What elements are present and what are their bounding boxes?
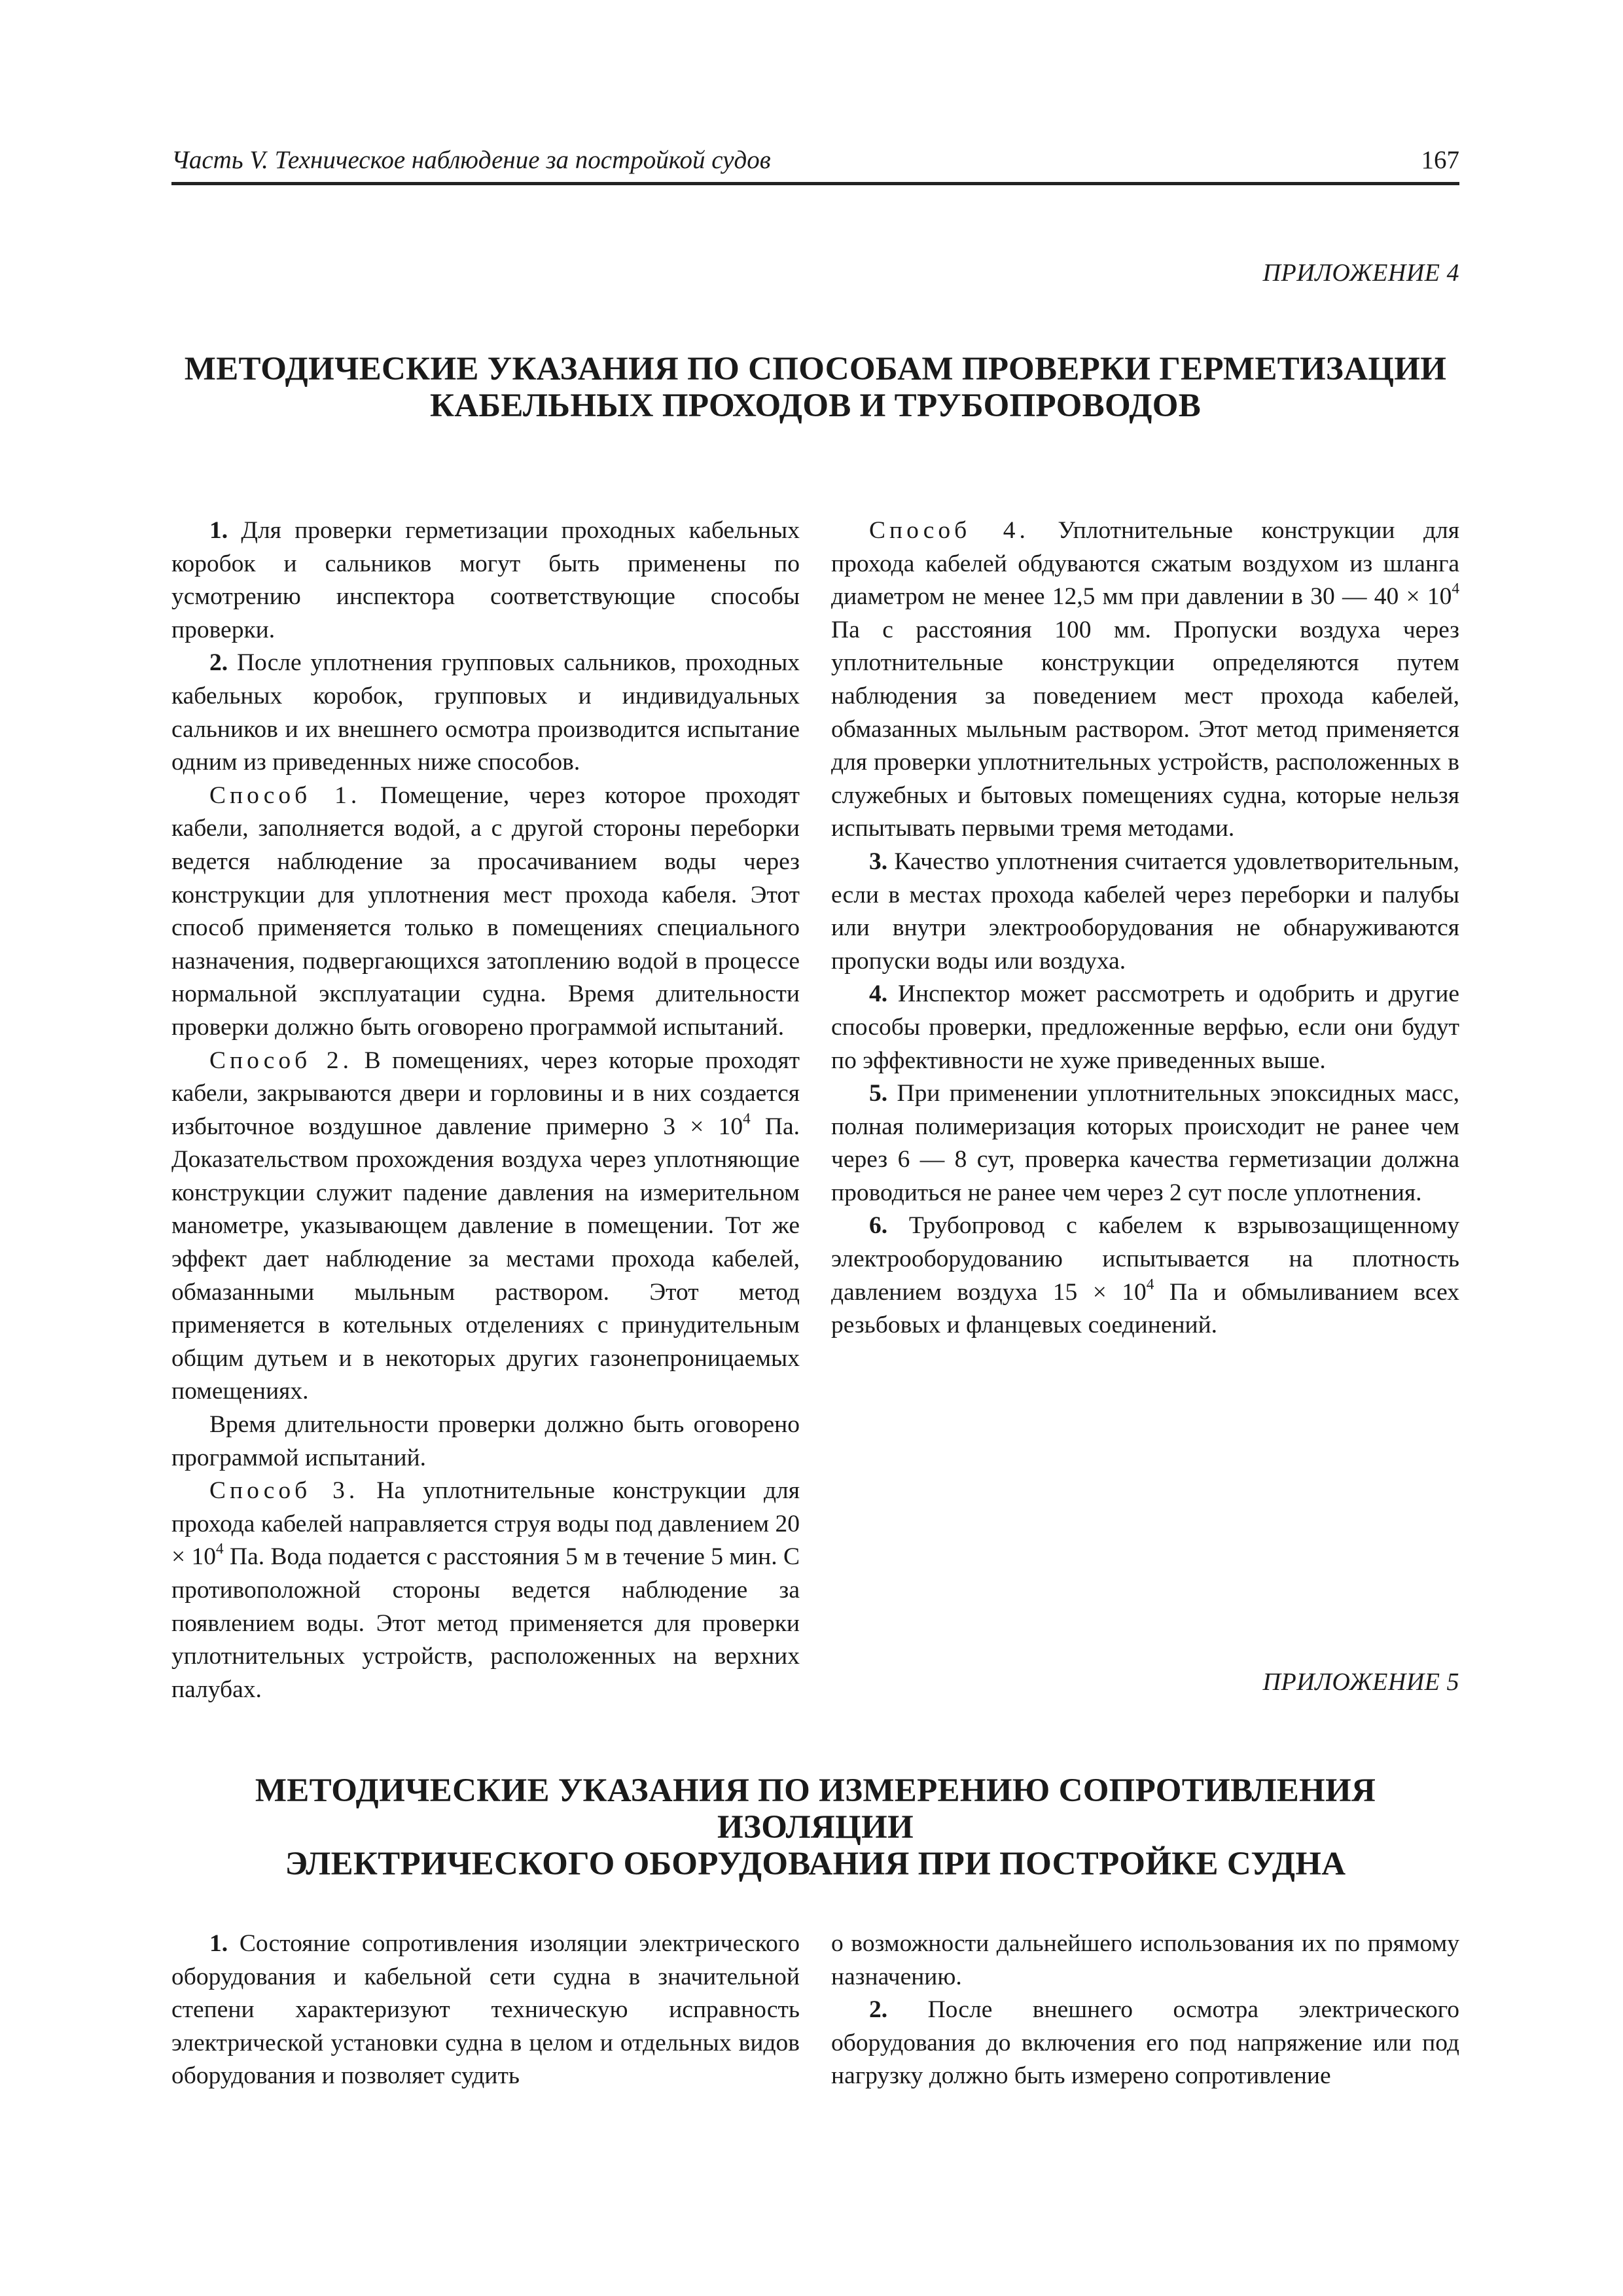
appendix-5-right-column	[831, 1928, 1459, 2093]
method-text: Па. Вода подается с расстояния 5 м в течение 5 мин. С противоположной стороны ведется наблюдение за появлением воды. Этот метод применяется для проверки уплотнительных устройств, расположенных на верхних палубах.	[171, 1543, 800, 1703]
paragraph-number: 1.	[209, 1930, 228, 1957]
method-label: Способ 2.	[209, 1047, 353, 1074]
paragraph-text: После уплотнения групповых сальников, проходных кабельных коробок, групповых и индивидуальных сальников и их внешнего осмотра производится испытание одним из приведенных ниже способов.	[171, 649, 800, 776]
paragraph-6	[831, 1210, 1459, 1342]
paragraph-1	[171, 514, 800, 647]
paragraph-text: Па и обмыливанием всех резьбовых и фланцевых соединений.	[831, 1278, 1459, 1339]
paragraph-1-continued	[831, 1928, 1459, 1994]
paragraph-number: 4.	[869, 980, 888, 1008]
paragraph-text: Трубопровод с кабелем к взрывозащищенному электрооборудованию испытывается на плотность давлением воздуха 15 × 10	[831, 1212, 1459, 1306]
paragraph-text: Для проверки герметизации проходных кабельных коробок и сальников могут быть применены по усмотрению инспектора соответствующие способы проверки.	[171, 517, 800, 643]
method-label: Способ 1.	[209, 781, 361, 809]
method-3	[171, 1475, 800, 1706]
appendix-5-label: ПРИЛОЖЕНИЕ 5	[1262, 1668, 1459, 1696]
exponent: 4	[1452, 580, 1459, 598]
appendix-5-title-line-2: ЭЛЕКТРИЧЕСКОГО ОБОРУДОВАНИЯ ПРИ ПОСТРОЙКЕ СУДНА	[285, 1846, 1346, 1882]
appendix-5-title	[171, 1772, 1459, 1882]
appendix-4-title-line-2: КАБЕЛЬНЫХ ПРОХОДОВ И ТРУБОПРОВОДОВ	[429, 387, 1202, 424]
appendix-4-title	[171, 351, 1459, 424]
method-text: На уплотнительные конструкции для прохода кабелей направляется струя воды под давлением 20 × 10	[171, 1477, 800, 1571]
appendix-4-label: ПРИЛОЖЕНИЕ 4	[1262, 259, 1459, 287]
paragraph-text: Состояние сопротивления изоляции электрического оборудования и кабельной сети судна в значительной степени характеризуют техническую исправность электрической установки судна в целом и отдельных видов оборудования и позволяет судить	[171, 1930, 800, 2090]
appendix-4-left-column	[171, 514, 800, 1706]
paragraph-number: 6.	[869, 1212, 888, 1240]
method-text: В помещениях, через которые проходят кабели, закрываются двери и горловины и в них создается избыточное воздушное давление примерно 3 × 10	[171, 1047, 800, 1140]
paragraph-text: о возможности дальнейшего использования их по прямому назначению.	[831, 1930, 1459, 1990]
appendix-4-title-line-1: МЕТОДИЧЕСКИЕ УКАЗАНИЯ ПО СПОСОБАМ ПРОВЕРКИ ГЕРМЕТИЗАЦИИ	[184, 351, 1447, 387]
paragraph-text: Инспектор может рассмотреть и одобрить и другие способы проверки, предложенные верфью, если они будут по эффективности не хуже приведенных выше.	[831, 980, 1459, 1074]
method-1	[171, 780, 800, 1045]
method-text: Па. Доказательством прохождения воздуха через уплотняющие конструкции служит падение давления на измерительном манометре, указывающем давление в помещении. Тот же эффект дает наблюдение за местами прохода кабелей, обмазанными мыльным раствором. Этот метод применяется в котельных отделениях с принудительным общим дутьем и в некоторых других газонепроницаемых помещениях.	[171, 1113, 800, 1405]
paragraph-4	[831, 978, 1459, 1077]
method-label: Способ 4.	[869, 517, 1029, 544]
method-4	[831, 514, 1459, 846]
paragraph-text: При применении уплотнительных эпоксидных масс, полная полимеризация которых происходит не ранее чем через 6 — 8 сут, проверка качества герметизации должна проводиться не ранее чем через 2 сут после уплотнения.	[831, 1080, 1460, 1206]
paragraph-text: Качество уплотнения считается удовлетворительным, если в местах прохода кабелей через переборки и палубы или внутри электрооборудования не обнаруживаются пропуски воды или воздуха.	[831, 848, 1459, 975]
appendix-4-right-column	[831, 514, 1459, 1342]
appendix-5-title-line-1: МЕТОДИЧЕСКИЕ УКАЗАНИЯ ПО ИЗМЕРЕНИЮ СОПРОТИВЛЕНИЯ ИЗОЛЯЦИИ	[255, 1772, 1376, 1846]
paragraph-number: 5.	[869, 1080, 888, 1107]
method-text: Уплотнительные конструкции для прохода кабелей обдуваются сжатым воздухом из шланга диаметром не менее 12,5 мм при давлении в 30 — 40 × 10	[831, 517, 1460, 611]
paragraph-2	[171, 647, 800, 779]
page-number: 167	[1421, 146, 1459, 174]
exponent: 4	[216, 1541, 224, 1558]
paragraph-3	[831, 846, 1459, 978]
method-text: Помещение, через которое проходят кабели, заполняется водой, а с другой стороны переборки ведется наблюдение за просачиванием воды через конструкции для уплотнения мест прохода кабеля. Этот способ применяется только в помещениях специального назначения, подвергающихся затоплению водой в процессе нормальной эксплуатации судна. Время длительности проверки должно быть оговорено программой испытаний.	[171, 781, 800, 1041]
exponent: 4	[1146, 1276, 1154, 1293]
running-header	[171, 141, 1459, 185]
running-header-title: Часть V. Техническое наблюдение за постройкой судов	[171, 146, 771, 174]
exponent: 4	[743, 1110, 751, 1128]
paragraph-number: 3.	[869, 848, 888, 875]
paragraph-text: Время длительности проверки должно быть оговорено программой испытаний.	[171, 1411, 800, 1471]
paragraph-1	[171, 1928, 800, 2093]
method-2-duration	[171, 1408, 800, 1475]
method-text: Па с расстояния 100 мм. Пропуски воздуха через уплотнительные конструкции определяются путем наблюдения за поведением мест прохода кабелей, обмазанных мыльным раствором. Этот метод применяется для проверки уплотнительных устройств, расположенных в служебных и бытовых помещениях судна, которые нельзя испытывать первыми тремя методами.	[831, 616, 1459, 842]
paragraph-number: 2.	[209, 649, 228, 677]
paragraph-2	[831, 1994, 1459, 2093]
paragraph-number: 2.	[869, 1996, 888, 2024]
appendix-5-left-column	[171, 1928, 800, 2093]
paragraph-text: После внешнего осмотра электрического оборудования до включения его под напряжение или под нагрузку должно быть измерено сопротивление	[831, 1996, 1459, 2090]
paragraph-number: 1.	[209, 517, 228, 544]
method-label: Способ 3.	[209, 1477, 359, 1505]
method-2	[171, 1045, 800, 1409]
paragraph-5	[831, 1077, 1459, 1210]
